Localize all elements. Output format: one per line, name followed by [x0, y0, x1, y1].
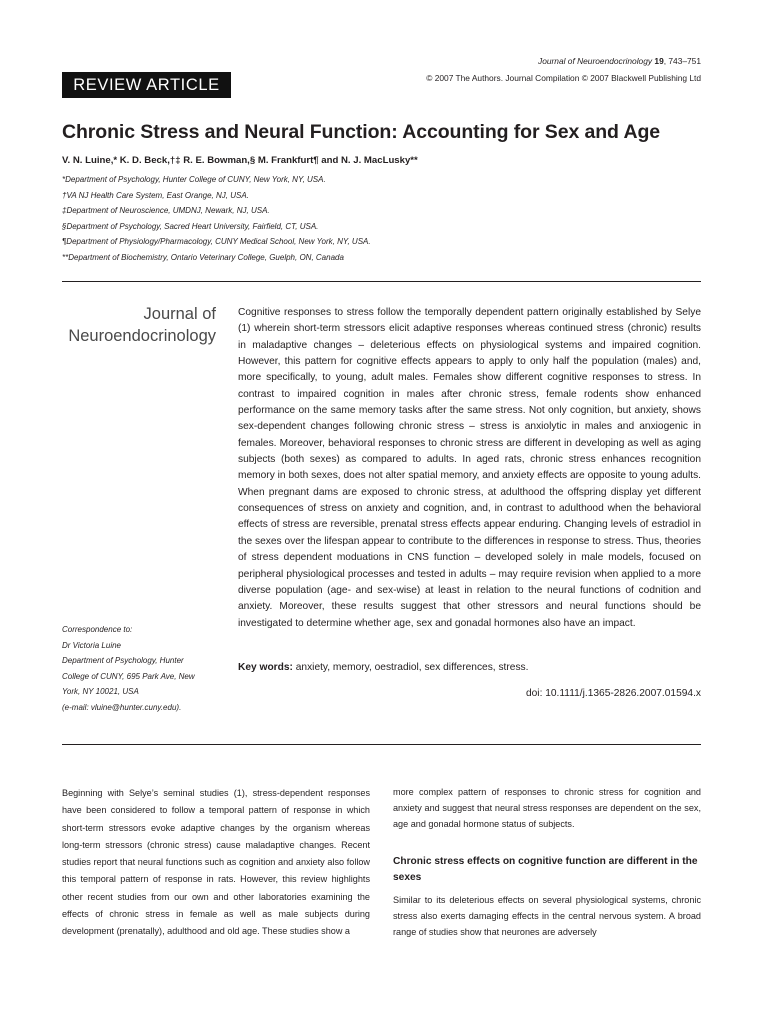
affiliation-item: §Department of Psychology, Sacred Heart University, Fairfield, CT, USA.	[62, 221, 319, 231]
correspondence-line: Department of Psychology, Hunter	[62, 656, 184, 666]
body-paragraph-right-top: more complex pattern of responses to chronic stress for cognition and anxiety and suggest that neural stress responses are dependent on the sex, age and gonadal hormone status of subjects.	[393, 787, 701, 829]
top-divider	[62, 281, 701, 282]
body-paragraph-left: Beginning with Selye’s seminal studies (1), stress-dependent responses have been considered to follow a temporal pattern of response in which short-term stressors evoke adaptive changes by the organism whereas long-term stressors (chronic stress) cause maladaptive changes. Recent studies report that neural functions such as cognition and anxiety also follow this temporal pattern of response in rats. However, this review highlights other recent studies from our own and other laboratories examining the effects of chronic stress in female as well as male subjects during development (prenatally), adulthood and old age. These studies show a	[62, 788, 370, 937]
correspondence-line: Correspondence to:	[62, 625, 133, 634]
correspondence-block	[62, 622, 222, 716]
journal-volume: 19	[654, 56, 664, 66]
article-type-badge: REVIEW ARTICLE	[62, 72, 231, 98]
bottom-divider	[62, 744, 701, 745]
doi: doi: 10.1111/j.1365-2826.2007.01594.x	[525, 688, 701, 699]
affiliation-item: ¶Department of Physiology/Pharmacology, CUNY Medical School, New York, NY, USA.	[62, 237, 371, 246]
journal-pages: , 743–751	[663, 56, 701, 66]
affiliation-item: ‡Department of Neuroscience, UMDNJ, Newark, NJ, USA.	[62, 206, 270, 215]
affiliation-item: †VA NJ Health Care System, East Orange, NJ, USA.	[62, 190, 249, 200]
correspondence-line: Dr Victoria Luine	[62, 640, 121, 650]
keywords-list: anxiety, memory, oestradiol, sex differences, stress.	[292, 662, 529, 673]
body-paragraph-right-bottom: Similar to its deleterious effects on several physiological systems, chronic stress also exerts damaging effects in the central nervous system. A broad range of studies show that neurones are adversely	[393, 895, 701, 937]
journal-name: Journal of Neuroendocrinology	[538, 56, 653, 66]
sidebar-journal-name	[62, 303, 216, 347]
journal-citation	[538, 56, 701, 66]
keywords-label: Key words:	[238, 662, 293, 673]
section-heading: Chronic stress effects on cognitive function are different in the sexes	[393, 856, 698, 883]
affiliation-list	[62, 172, 371, 265]
affiliation-item: *Department of Psychology, Hunter College of CUNY, New York, NY, USA.	[62, 175, 326, 184]
article-title: Chronic Stress and Neural Function: Accounting for Sex and Age	[62, 121, 661, 143]
affiliation-item: **Department of Biochemistry, Ontario Veterinary College, Guelph, ON, Canada	[62, 252, 344, 262]
correspondence-line: College of CUNY, 695 Park Ave, New	[62, 671, 195, 681]
keywords	[238, 662, 528, 673]
correspondence-line: York, NY 10021, USA	[62, 687, 139, 697]
copyright-notice: © 2007 The Authors. Journal Compilation © 2007 Blackwell Publishing Ltd	[426, 73, 701, 83]
correspondence-line: (e-mail: vluine@hunter.cuny.edu).	[62, 702, 182, 712]
abstract-text: Cognitive responses to stress follow the temporally dependent pattern originally established by Selye (1) wherein short-term stressors elicit adaptive responses whereas continued stress (chronic) results in maladaptive changes – deleterious effects on physiological systems and impaired cognition. However, this pattern for cognitive effects appears to apply to only half the population (males) and, more specifically, to young, adult males. Females show different cognitive responses to stress. In contrast to impaired cognition in males after chronic stress, female rodents show enhanced performance on the same memory tasks after the same stress. Not only cognition, but anxiety, shows sex-dependent changes following chronic stress – stress is anxiolytic in males and anxiogenic in females. Moreover, behavioral responses to chronic stress are different in developing as well as aging subjects (both sexes) as compared to adults. In aged rats, chronic stress enhances recognition memory in both sexes, does not alter spatial memory, and anxiety effects are opposite to young adults. When pregnant dams are exposed to chronic stress, at adulthood the offspring display yet different consequences of stress on anxiety and cognition, and, in contrast to adulthood when the behavioral effects of stress are reversible, prenatal stress effects appear enduring. Changing levels of estradiol in the sexes over the lifespan appear to contribute to the differences in response to stress. Thus, theories of stress dependent moduations in CNS function – developed solely in male models, focused on peripheral physiological processes and tested in adults – may require revision when applied to a more diverse population (age- and sex-wise) at least in relation to the neural functions of codnition and anxiety. Moreover, these results suggest that other stressors and neural functions should be investigated to determine whether age, sex and gonadal hormones also have an impact.	[238, 307, 701, 629]
sidebar-journal-line: Journal of	[143, 305, 216, 323]
author-list: V. N. Luine,* K. D. Beck,†‡ R. E. Bowman,§ M. Frankfurt¶ and N. J. MacLusky**	[62, 155, 418, 166]
sidebar-journal-line: Neuroendocrinology	[68, 327, 216, 345]
